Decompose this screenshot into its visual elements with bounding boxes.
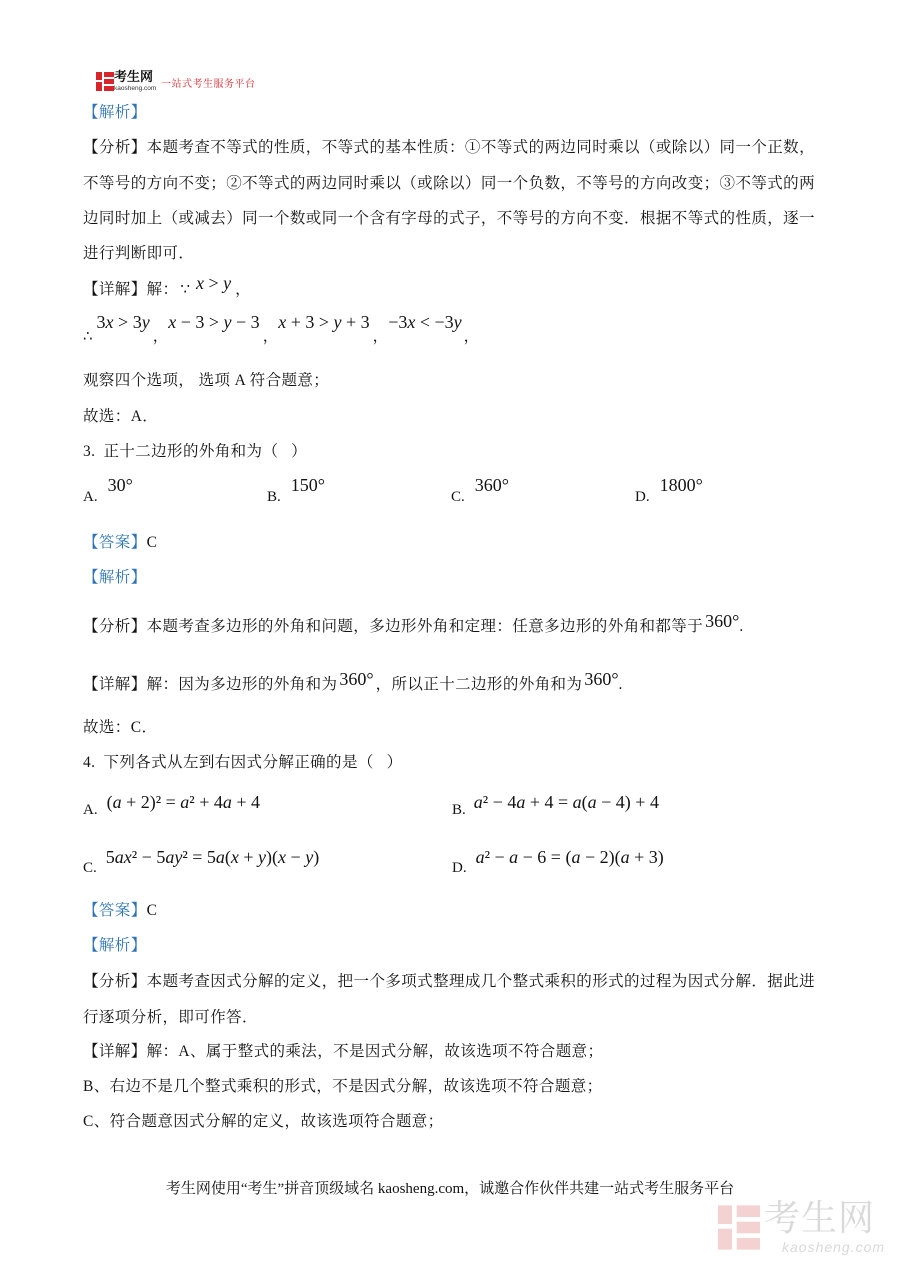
q3-number: 3. xyxy=(83,443,96,460)
q3-option-d xyxy=(635,475,703,507)
q2-observe-line: 观察四个选项， 选项 A 符合题意； xyxy=(83,372,330,389)
q3-choice-line: 故选：C． xyxy=(83,719,158,736)
watermark-logo-icon xyxy=(718,1203,760,1252)
q3-detail-text: ，所以正十二边形的外角和为 xyxy=(375,676,583,693)
therefore-symbol: ∴ xyxy=(83,327,93,345)
q2-therefore-line xyxy=(83,312,480,347)
q4-option-b xyxy=(452,792,659,820)
option-letter: D. xyxy=(452,860,467,876)
option-letter: C. xyxy=(83,860,97,876)
q3-detail-end: . xyxy=(618,676,623,693)
q3-option-c xyxy=(451,475,509,507)
q3-option-a xyxy=(83,475,133,507)
comma: ， xyxy=(262,328,279,345)
q2-analysis-line: 不等号的方向不变；②不等式的两边同时乘以（或除以）同一个负数，不等号的方向改变；③不等式的两 xyxy=(83,175,815,192)
q4-analysis-line: 行逐项分析，即可作答． xyxy=(83,1009,258,1026)
option-letter: D. xyxy=(635,489,650,505)
option-formula: (a + 2)² = a² + 4a + 4 xyxy=(106,792,261,812)
kaosheng-logo-icon xyxy=(96,72,114,91)
q2-analysis-line: 【分析】本题考查不等式的性质，不等式的基本性质：①不等式的两边同时乘以（或除以）同一个正数， xyxy=(83,139,815,156)
watermark-name: 考生网 xyxy=(764,1198,876,1239)
option-letter: A. xyxy=(83,802,98,818)
q2-jiexi-label: 【解析】 xyxy=(83,104,147,121)
q3-option-b xyxy=(267,475,325,507)
watermark-domain: kaosheng.com xyxy=(782,1239,886,1255)
option-formula: a² − 4a + 4 = a(a − 4) + 4 xyxy=(473,792,659,812)
q4-stem-text: 下列各式从左到右因式分解正确的是（ ） xyxy=(103,754,403,771)
page-footer: 考生网使用“考生”拼音顶级域名 kaosheng.com，诚邀合作伙伴共建一站式考生服务平台 xyxy=(165,1181,735,1197)
q2-analysis-line: 进行判断即可． xyxy=(83,245,195,262)
q4-number: 4. xyxy=(83,754,96,771)
q4-analysis-line: 【分析】本题考查因式分解的定义，把一个多项式整理成几个整式乘积的形式的过程为因式分解．据此进 xyxy=(83,973,815,990)
comma: ， xyxy=(152,328,169,345)
logo-domain: kaosheng.com xyxy=(114,85,157,92)
therefore-expression: x + 3 > y + 3 xyxy=(278,312,370,332)
q4-answer-line xyxy=(83,901,157,921)
q3-answer-label: 【答案】 xyxy=(83,534,147,551)
q2-detail-label: 【详解】 xyxy=(83,281,147,298)
q2-detail-line xyxy=(83,273,251,300)
q3-analysis-end: . xyxy=(739,618,744,635)
q2-choice-line: 故选：A． xyxy=(83,408,159,425)
q3-answer-line xyxy=(83,533,157,553)
q3-stem xyxy=(83,442,307,462)
option-formula: 5ax² − 5ay² = 5a(x + y)(x − y) xyxy=(105,847,320,867)
q4-option-d xyxy=(452,847,664,878)
logo-name: 考生网 xyxy=(114,70,154,85)
q3-jiexi-label: 【解析】 xyxy=(83,569,147,586)
q3-detail-math: 360° xyxy=(584,669,619,689)
q3-detail-label: 【详解】 xyxy=(83,676,147,693)
comma: ， xyxy=(463,328,480,345)
option-value: 30° xyxy=(107,475,133,495)
q4-detail-line: B、右边不是几个整式乘积的形式，不是因式分解，故该选项不符合题意； xyxy=(83,1078,603,1095)
q3-analysis-math: 360° xyxy=(705,611,740,631)
option-value: 360° xyxy=(474,475,509,495)
option-letter: B. xyxy=(267,489,281,505)
q3-detail-math: 360° xyxy=(339,669,374,689)
q3-detail-line xyxy=(83,669,623,695)
option-letter: B. xyxy=(452,802,466,818)
option-value: 1800° xyxy=(659,475,703,495)
because-expression: x > y xyxy=(195,273,232,293)
q4-answer-label: 【答案】 xyxy=(83,902,147,919)
q2-analysis-line: 边同时加上（或减去）同一个数或同一个含有字母的式子，不等号的方向不变．根据不等式的性质，逐一 xyxy=(83,210,815,227)
q4-answer-value: C xyxy=(146,902,158,919)
q4-jiexi-label: 【解析】 xyxy=(83,937,147,954)
q4-option-a xyxy=(83,792,261,820)
q4-stem xyxy=(83,753,402,773)
therefore-expression: x − 3 > y − 3 xyxy=(168,312,260,332)
q3-detail-text: 解：因为多边形的外角和为 xyxy=(146,676,338,693)
option-letter: C. xyxy=(451,489,465,505)
option-value: 150° xyxy=(290,475,325,495)
q4-detail-line: 【详解】解：A、属于整式的乘法，不是因式分解，故该选项不符合题意； xyxy=(83,1043,604,1060)
comma: ， xyxy=(235,281,251,298)
therefore-expression: 3x > 3y xyxy=(96,312,150,332)
because-symbol: ∵ xyxy=(180,280,190,298)
option-letter: A. xyxy=(83,489,98,505)
option-formula: a² − a − 6 = (a − 2)(a + 3) xyxy=(475,847,664,867)
logo-slogan: 一站式考生服务平台 xyxy=(161,79,256,90)
q4-detail-line: C、符合题意因式分解的定义，故该选项符合题意； xyxy=(83,1113,444,1130)
q3-analysis-line xyxy=(83,611,744,637)
q3-analysis-text: 【分析】本题考查多边形的外角和问题，多边形外角和定理：任意多边形的外角和都等于 xyxy=(83,618,704,635)
q2-detail-prefix: 解： xyxy=(146,281,179,298)
therefore-expression: −3x < −3y xyxy=(388,312,462,332)
q4-option-c xyxy=(83,847,320,878)
q3-stem-text: 正十二边形的外角和为（ ） xyxy=(103,443,308,460)
comma: ， xyxy=(372,328,389,345)
q3-answer-value: C xyxy=(146,534,158,551)
